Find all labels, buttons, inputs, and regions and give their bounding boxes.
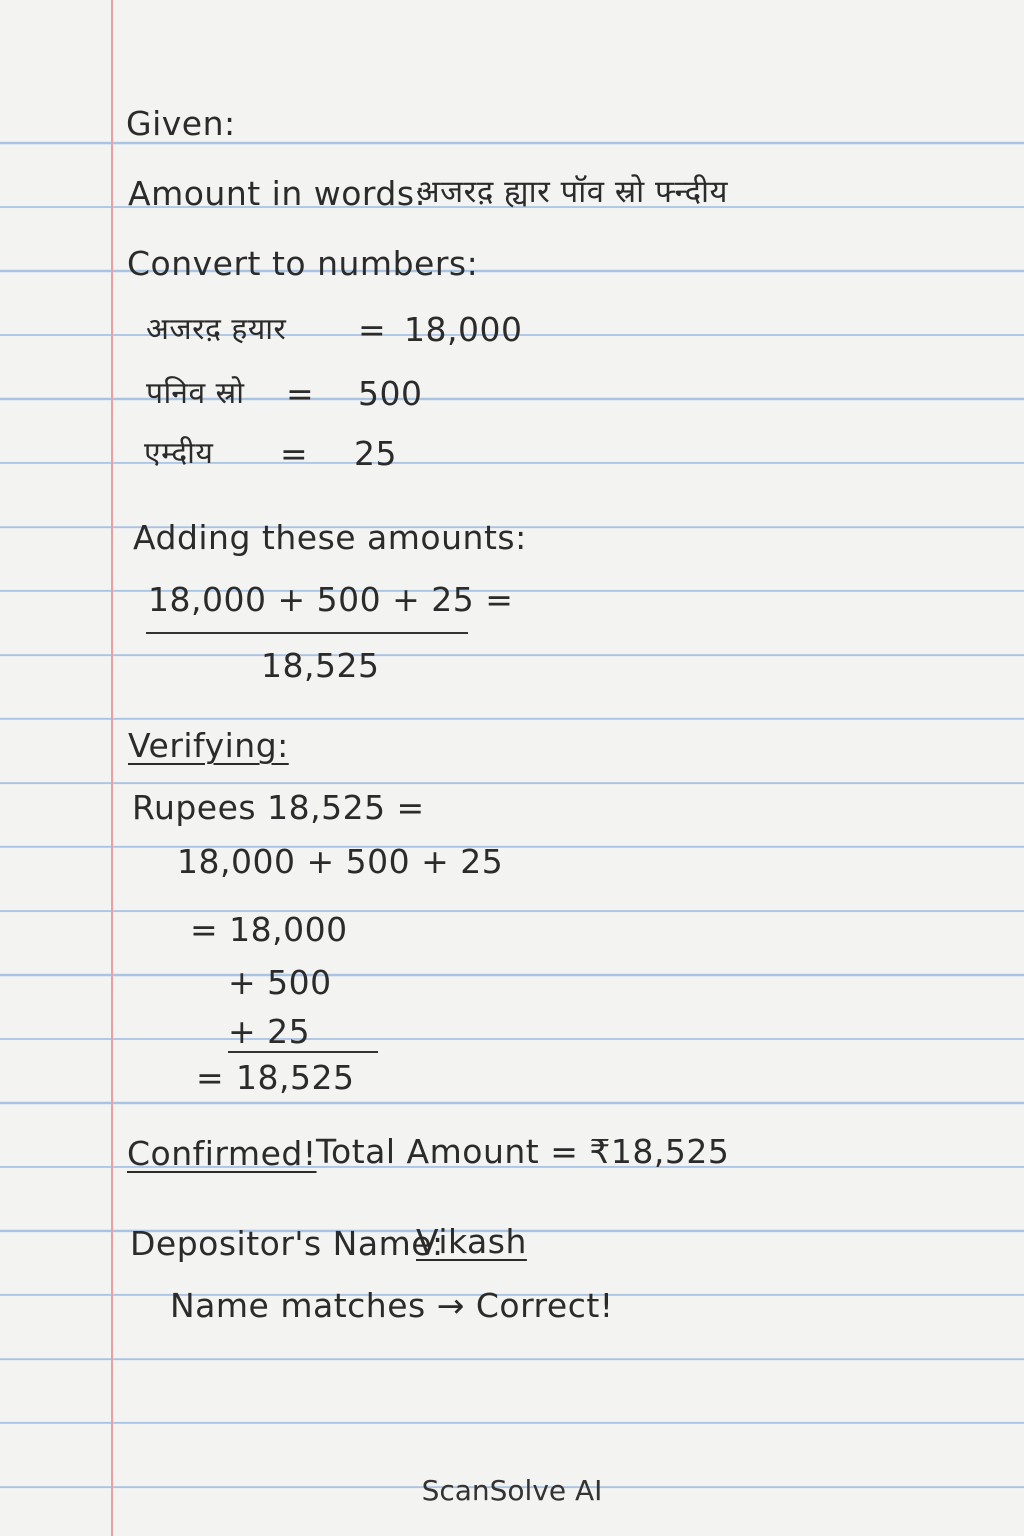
footer-brand: ScanSolve AI [421,1474,603,1507]
confirmed-label: Confirmed! [127,1134,317,1173]
depositor-label: Depositor's Name: [130,1224,444,1263]
conversion-value-2: 500 [358,374,423,413]
conversion-eq-3: = [280,434,309,473]
stack-line-2: + 500 [228,963,332,1002]
stack-result: 18,525 [236,1058,355,1097]
amount-words: अजरद़ ह्यार पॉव स्रो फ्न्दीय [416,174,729,210]
stack-rule [228,1051,378,1053]
stack-line-3: + 25 [228,1012,311,1051]
conversion-words-1: अजरद़ हयार [146,312,287,347]
conversion-eq-2: = [286,374,315,413]
conversion-value-1: 18,000 [404,310,523,349]
amount-label: Amount in words: [128,174,427,213]
verifying-label: Verifying: [128,726,289,765]
sum-expression: 18,000 + 500 + 25 = [148,580,514,619]
conversion-words-3: एम्दीय [144,436,214,471]
conversion-eq-1: = [358,310,387,349]
verify-expression: 18,000 + 500 + 25 [177,842,504,881]
name-check: Name matches → Correct! [170,1286,614,1325]
rupees-line: Rupees 18,525 = [132,788,425,827]
conversion-value-3: 25 [354,434,397,473]
adding-label: Adding these amounts: [133,518,527,557]
convert-label: Convert to numbers: [127,244,479,283]
given-heading: Given: [126,104,236,143]
depositor-name: Vikash [416,1222,527,1261]
conversion-words-2: पनिव स्रो [146,376,245,411]
sum-result: 18,525 [261,646,380,685]
stack-line-1: = 18,000 [190,910,348,949]
total-line: Total Amount = ₹18,525 [316,1132,730,1171]
sum-rule [146,632,468,634]
margin-line [111,0,113,1536]
stack-result-eq: = [196,1058,225,1097]
